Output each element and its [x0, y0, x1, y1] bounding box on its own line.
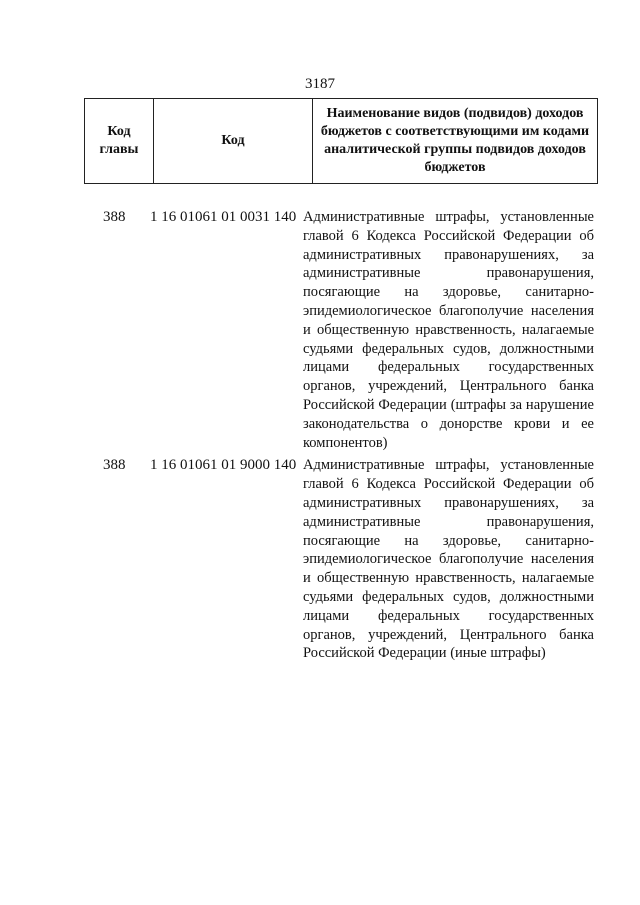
table-header	[84, 98, 598, 184]
page-number: 3187	[305, 76, 335, 92]
row-chapter-code: 388	[103, 209, 126, 225]
header-code: Код	[154, 99, 313, 184]
row-code: 1 16 01061 01 9000 140	[150, 457, 297, 474]
row-description: Административные штрафы, установленные главой 6 Кодекса Российской Федерации об административных правонарушениях, за административные правонарушения, посягающие на здоровье, санитарно-эпидемиологическое благополучие населения и общественную нравственность, налагаемые судьями федеральных судов, должностными лицами федеральных государственных органов, учреждений, Центрального банка Российской Федерации (иные штрафы)	[303, 457, 594, 662]
row-description: Административные штрафы, установленные главой 6 Кодекса Российской Федерации об административных правонарушениях, за административные правонарушения, посягающие на здоровье, санитарно-эпидемиологическое благополучие населения и общественную нравственность, налагаемые судьями федеральных судов, должностными лицами федеральных государственных органов, учреждений, Центрального банка Российской Федерации (штрафы за нарушение законодательства о донорстве крови и ее компонентов)	[303, 209, 594, 451]
header-chapter-code: Код главы	[85, 99, 154, 184]
table-row	[0, 208, 640, 452]
header-name: Наименование видов (подвидов) доходов бюджетов с соответствующими им кодами аналитической группы подвидов доходов бюджетов	[313, 99, 598, 184]
table-row	[0, 456, 640, 663]
row-chapter-code: 388	[103, 457, 126, 474]
row-code: 1 16 01061 01 0031 140	[150, 209, 297, 225]
table-body	[0, 208, 640, 667]
